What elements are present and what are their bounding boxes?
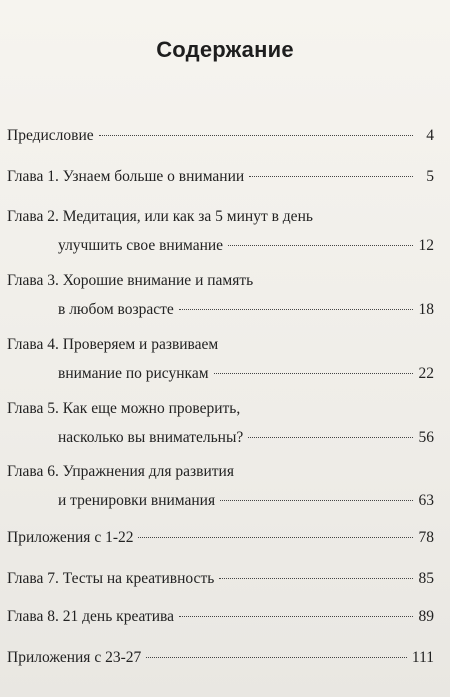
toc-entry-chapter-8 [7, 606, 434, 628]
toc-entry-preface [7, 125, 434, 147]
toc-page-number: 22 [418, 365, 434, 382]
dot-leader [179, 616, 413, 617]
dot-leader [179, 309, 413, 310]
toc-entry-title-continued: и тренировки внимания [58, 492, 216, 509]
toc-entry-title: Глава 5. Как еще можно проверить, [7, 400, 241, 417]
toc-entry-appendix-1-22 [7, 527, 434, 549]
toc-page-number: 63 [418, 492, 434, 509]
toc-entry-chapter-1 [7, 166, 434, 188]
toc-entry-title-continued: насколько вы внимательны? [58, 429, 244, 446]
toc-entry-title-continued: в любом возрасте [58, 301, 174, 318]
toc-entry-title: Приложения с 23-27 [7, 649, 142, 666]
toc-entry-chapter-5 [7, 398, 434, 449]
toc-entry-chapter-4 [7, 334, 434, 385]
toc-entry-title: Глава 4. Проверяем и развиваем [7, 336, 219, 353]
toc-entry-title: Глава 6. Упражнения для развития [7, 463, 234, 480]
toc-page-number: 111 [411, 649, 434, 666]
toc-entry-chapter-3 [7, 270, 434, 321]
toc-entry-title-continued: внимание по рисункам [58, 365, 209, 382]
page-title: Содержание [156, 37, 294, 62]
toc-entry-title: Глава 3. Хорошие внимание и память [7, 272, 254, 289]
toc-entry-title: Глава 7. Тесты на креативность [7, 570, 215, 587]
toc-entry-title: Глава 8. 21 день креатива [7, 608, 175, 625]
toc-entry-title: Глава 1. Узнаем больше о внимании [7, 168, 245, 185]
dot-leader [249, 176, 413, 177]
toc-entry-chapter-6 [7, 461, 434, 512]
dot-leader [214, 373, 413, 374]
dot-leader [99, 135, 413, 136]
toc-page-number: 85 [418, 570, 434, 587]
dot-leader [228, 245, 413, 246]
toc-entry-title: Приложения с 1-22 [7, 529, 134, 546]
dot-leader [220, 500, 413, 501]
toc-entry-title: Глава 2. Медитация, или как за 5 минут в день [7, 208, 313, 225]
dot-leader [248, 437, 413, 438]
toc-entry-chapter-2 [7, 206, 434, 257]
toc-page-number: 12 [418, 237, 434, 254]
toc-entry-title: Предисловие [7, 127, 94, 144]
dot-leader [138, 537, 413, 538]
toc-page-number: 78 [418, 529, 434, 546]
dot-leader [146, 657, 407, 658]
toc-entry-title-continued: улучшить свое внимание [58, 237, 224, 254]
toc-entry-chapter-7 [7, 568, 434, 590]
dot-leader [219, 578, 413, 579]
toc-page-number: 5 [426, 168, 434, 185]
toc-page-number: 4 [426, 127, 434, 144]
toc-page-number: 56 [418, 429, 434, 446]
toc-page-number: 18 [418, 301, 434, 318]
toc-page-number: 89 [418, 608, 434, 625]
toc-entry-appendix-23-27 [7, 647, 434, 669]
